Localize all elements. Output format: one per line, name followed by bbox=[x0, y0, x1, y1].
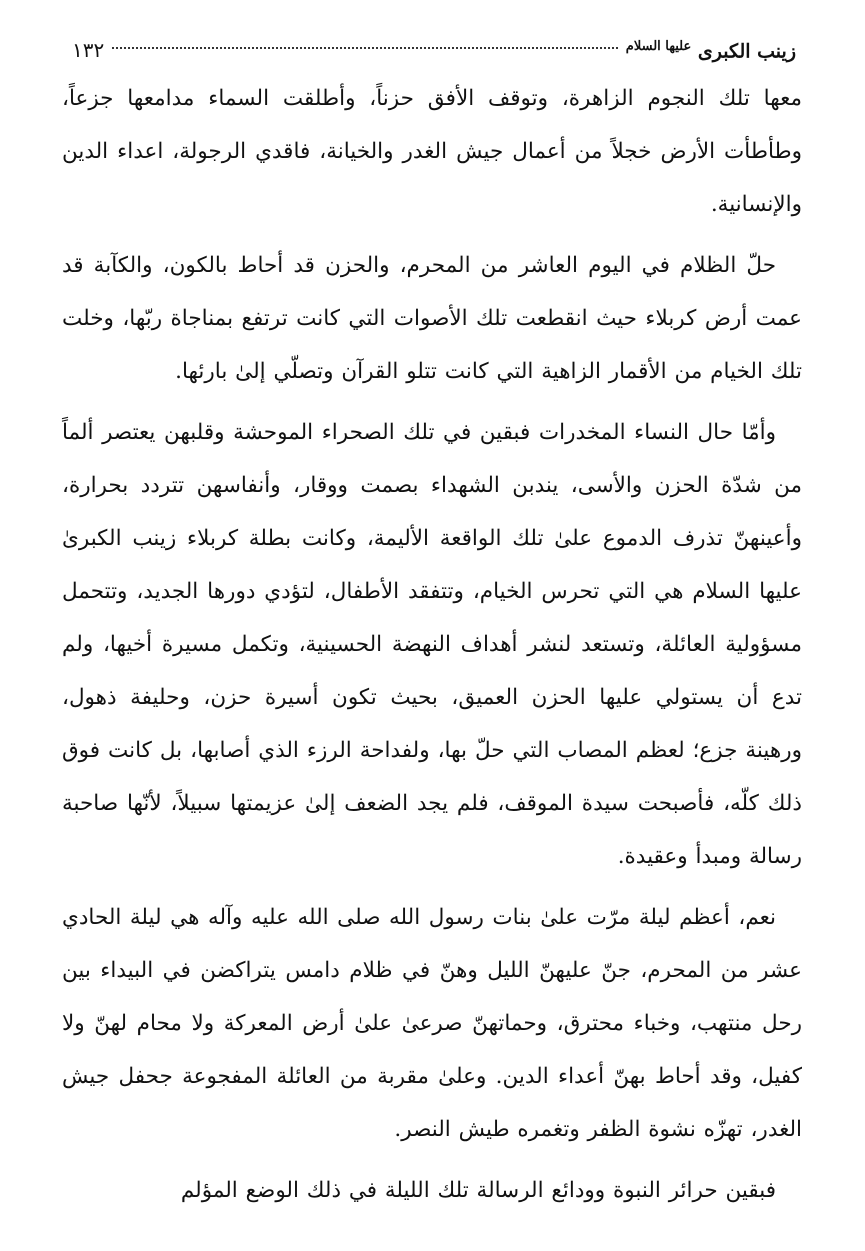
book-page bbox=[62, 30, 802, 1230]
paragraph: حلّ الظلام في اليوم العاشر من المحرم، والحزن قد أحاط بالكون، والكآبة قد عمت أرض كربلاء حيث انقطعت تلك الأصوات التي كانت ترتفع بمناجاة ربّها، وخلت تلك الخيام من الأقمار الزاهية التي كانت تتلو القرآن وتصلّي إلىٰ بارئها. bbox=[62, 253, 802, 384]
running-title bbox=[626, 30, 802, 68]
running-title-text: زينب الكبرى bbox=[697, 40, 796, 63]
body-text bbox=[62, 72, 802, 1217]
paragraph: نعم، أعظم ليلة مرّت علىٰ بنات رسول الله صلى الله عليه وآله هي ليلة الحادي عشر من المحرم، جنّ عليهنّ الليل وهنّ في ظلام دامس يتراكضن في البيداء بين رحل منتهب، وخباء محترق، وحماتهنّ صرعىٰ علىٰ أرض المعركة ولا محام لهنّ ولا كفيل، وقد أحاط بهنّ أعداء الدين. وعلىٰ مقربة من العائلة المفجوعة جحفل جيش الغدر، تهزّه نشوة الظفر وتغمره طيش النصر. bbox=[62, 905, 802, 1142]
paragraph: فبقين حرائر النبوة وودائع الرسالة تلك الليلة في ذلك الوضع المؤلم bbox=[180, 1178, 776, 1203]
paragraph: معها تلك النجوم الزاهرة، وتوقف الأفق حزناً، وأطلقت السماء مدامعها جزعاً، وطأطأت الأرض خجلاً من أعمال جيش الغدر والخيانة، فاقدي الرجولة، اعداء الدين والإنسانية. bbox=[62, 86, 802, 217]
paragraph: وأمّا حال النساء المخدرات فبقين في تلك الصحراء الموحشة وقلبهن يعتصر ألماً من شدّة الحزن والأسى، يندبن الشهداء بصمت ووقار، وأنفاسهن تتردد بحرارة، وأعينهنّ تذرف الدموع علىٰ تلك الواقعة الأليمة، وكانت بطلة كربلاء زينب الكبرىٰ عليها السلام هي التي تحرس الخيام، وتتفقد الأطفال، لتؤدي دورها الجديد، وتتحمل مسؤولية العائلة، وتستعد لنشر أهداف النهضة الحسينية، وتكمل مسيرة أخيها، ولم تدع أن يستولي عليها الحزن العميق، بحيث تكون أسيرة حزن، وحليفة ذهول، ورهينة جزع؛ لعظم المصاب التي حلّ بها، ولفداحة الرزء الذي أصابها، بل كانت فوق ذلك كلّه، فأصبحت سيدة الموقف، فلم يجد الضعف إلىٰ عزيمتها سبيلاً، لأنّها صاحبة رسالة ومبدأ وعقيدة. bbox=[62, 420, 802, 869]
page-number: ١٣٢ bbox=[72, 38, 105, 63]
running-header bbox=[62, 30, 802, 64]
dotted-leader bbox=[112, 47, 618, 49]
honorific-mark: عليها السلام bbox=[625, 39, 692, 54]
